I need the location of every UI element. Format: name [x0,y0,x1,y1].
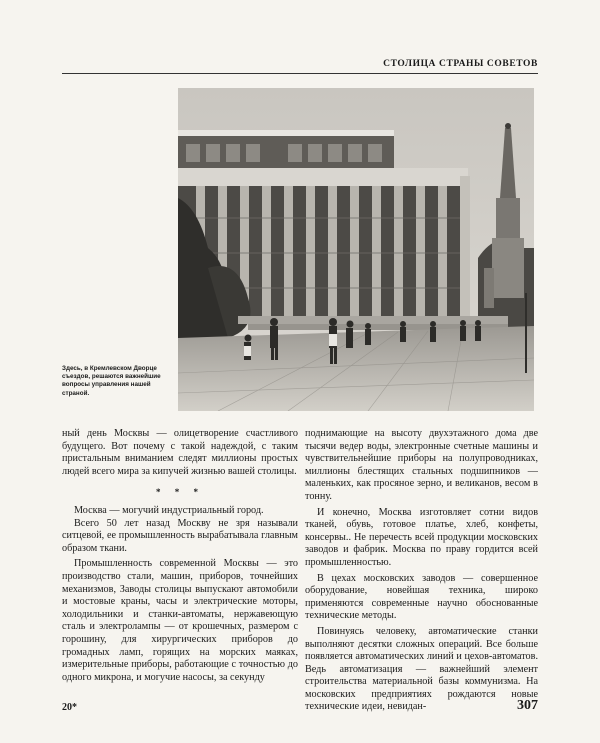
paragraph: ный день Москвы — олицетворение счастливого будущего. Вот почему с такой надеждой, с таким пристальным вниманием следят миллионы простых людей всего мира за кипучей жизнью вашей столицы. [62,428,298,477]
paragraph: Промышленность современной Москвы — это производство стали, машин, приборов, точнейших механизмов, Заводы столицы выпускают автомобили и мостовые краны, часы и электрические моторы, холодильники и станки-автоматы, нержавеющую сталь и электролампы — от крошечных, размером с горошину, для хирургических приборов до громадных ламп, горящих на морских маяках, измерительные приборы, работающие с точностью до одного микрона, и могучие насосы, за секунду [62,558,298,683]
paragraph: И конечно, Москва изготовляет сотни видов тканей, обувь, готовое платье, хлеб, конфеты, консервы.. Не перечесть всей продукции московских заводов и фабрик. Москва по праву гордится всей промышленностью. [305,506,538,568]
paragraph: поднимающие на высоту двухэтажного дома две тысячи ведер воды, электронные счетные машины и чувствительнейшие приборы на полупроводниках, миллионы блестящих стальных подшипников — маленьких, как просяное зерно, и великанов, весом в тонну. [305,428,538,502]
paragraph: Москва — могучий индустриальный город. [74,504,264,516]
paragraph: Всего 50 лет назад Москву не зря называли ситцевой, ее промышленность вырабатывала главным образом ткани. [62,517,298,554]
header-rule [62,73,538,74]
signature-mark: 20* [62,702,77,713]
paragraph: В цехах московских заводов — совершенное оборудование, новейшая техника, широко применяются современные научно обоснованные технические методы. [305,572,538,622]
paragraph: Повинуясь человеку, автоматические станки выполняют десятки сложных операций. Все больше появляется автоматических линий и цехов-автоматов. Ведь автоматизация — важнейший элемент строительства материальной базы коммунизма. На московских предприятиях рождаются новые технические идеи, невидан- [305,625,538,713]
page-number: 307 [517,698,538,713]
section-separator: * * * [156,487,204,498]
photo-caption: Здесь, в Кремлевском Дворце съездов, решаются важнейшие вопросы управления нашей страной. [62,365,161,397]
kremlin-palace-photo [178,88,534,411]
running-header: СТОЛИЦА СТРАНЫ СОВЕТОВ [383,59,538,69]
left-column [62,428,298,684]
right-column [305,428,538,714]
